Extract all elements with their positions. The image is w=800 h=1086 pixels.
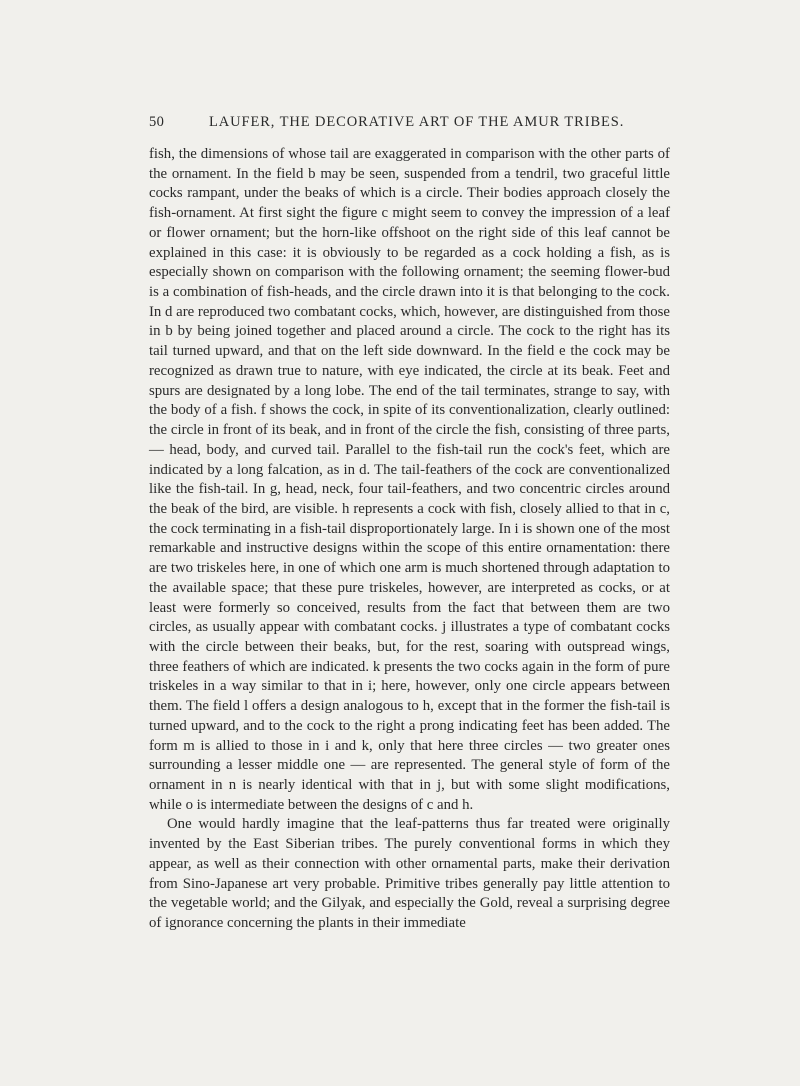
running-title: LAUFER, THE DECORATIVE ART OF THE AMUR TRIBES. <box>209 114 625 130</box>
running-header <box>149 114 669 134</box>
paragraph: One would hardly imagine that the leaf-patterns thus far treated were originally invented by the East Siberian tribes. The purely conventional forms in which they appear, as well as their connection with other ornamental parts, make their derivation from Sino-Japanese art very probable. Primitive tribes generally pay little attention to the vegetable world; and the Gilyak, and especially the Gold, reveal a surprising degree of ignorance concerning the plants in their immediate <box>149 816 670 932</box>
paragraph: fish, the dimensions of whose tail are exaggerated in comparison with the other parts of the ornament. In the field b may be seen, suspended from a tendril, two graceful little cocks rampant, under the beaks of which is a circle. Their bodies approach closely the fish-ornament. At first sight the figure c might seem to convey the impression of a leaf or flower ornament; but the horn-like offshoot on the right side of this leaf cannot be explained in this case: it is obviously to be regarded as a cock holding a fish, as is especially shown on comparison with the following ornament; the seeming flower-bud is a combination of fish-heads, and the circle drawn into it is that belonging to the cock. In d are reproduced two combatant cocks, which, however, are distinguished from those in b by being joined together and placed around a circle. The cock to the right has its tail turned upward, and that on the left side downward. In the field e the cock may be recognized as drawn true to nature, with eye indicated, the circle at its beak. Feet and spurs are designated by a long lobe. The end of the tail terminates, strange to say, with the body of a fish. f shows the cock, in spite of its conventionalization, clearly outlined: the circle in front of its beak, and in front of the circle the fish, consisting of three parts, — head, body, and curved tail. Parallel to the fish-tail run the cock's feet, which are indicated by a long falcation, as in d. The tail-feathers of the cock are conventionalized like the fish-tail. In g, head, neck, four tail-feathers, and two concentric circles around the beak of the bird, are visible. h represents a cock with fish, closely allied to that in c, the cock terminating in a fish-tail disproportionately large. In i is shown one of the most remarkable and instructive designs within the scope of this entire ornamentation: there are two triskeles here, in one of which one arm is much shortened through adaptation to the available space; that these pure triskeles, however, are interpreted as cocks, or at least were formerly so conceived, results from the fact that between them are two circles, as usually appear with combatant cocks. j illustrates a type of combatant cocks with the circle between their beaks, but, for the rest, soaring with outspread wings, three feathers of which are indicated. k presents the two cocks again in the form of pure triskeles in a way similar to that in i; here, however, only one circle appears between them. The field l offers a design analogous to h, except that in the former the fish-tail is turned upward, and to the cock to the right a prong indicating feet has been added. The form m is allied to those in i and k, only that here three circles — two greater ones surrounding a lesser middle one — are represented. The general style of form of the ornament in n is nearly identical with that in j, but with some slight modifications, while o is intermediate between the designs of c and h. <box>149 146 670 813</box>
page-number: 50 <box>149 114 165 130</box>
body-text <box>149 145 670 934</box>
